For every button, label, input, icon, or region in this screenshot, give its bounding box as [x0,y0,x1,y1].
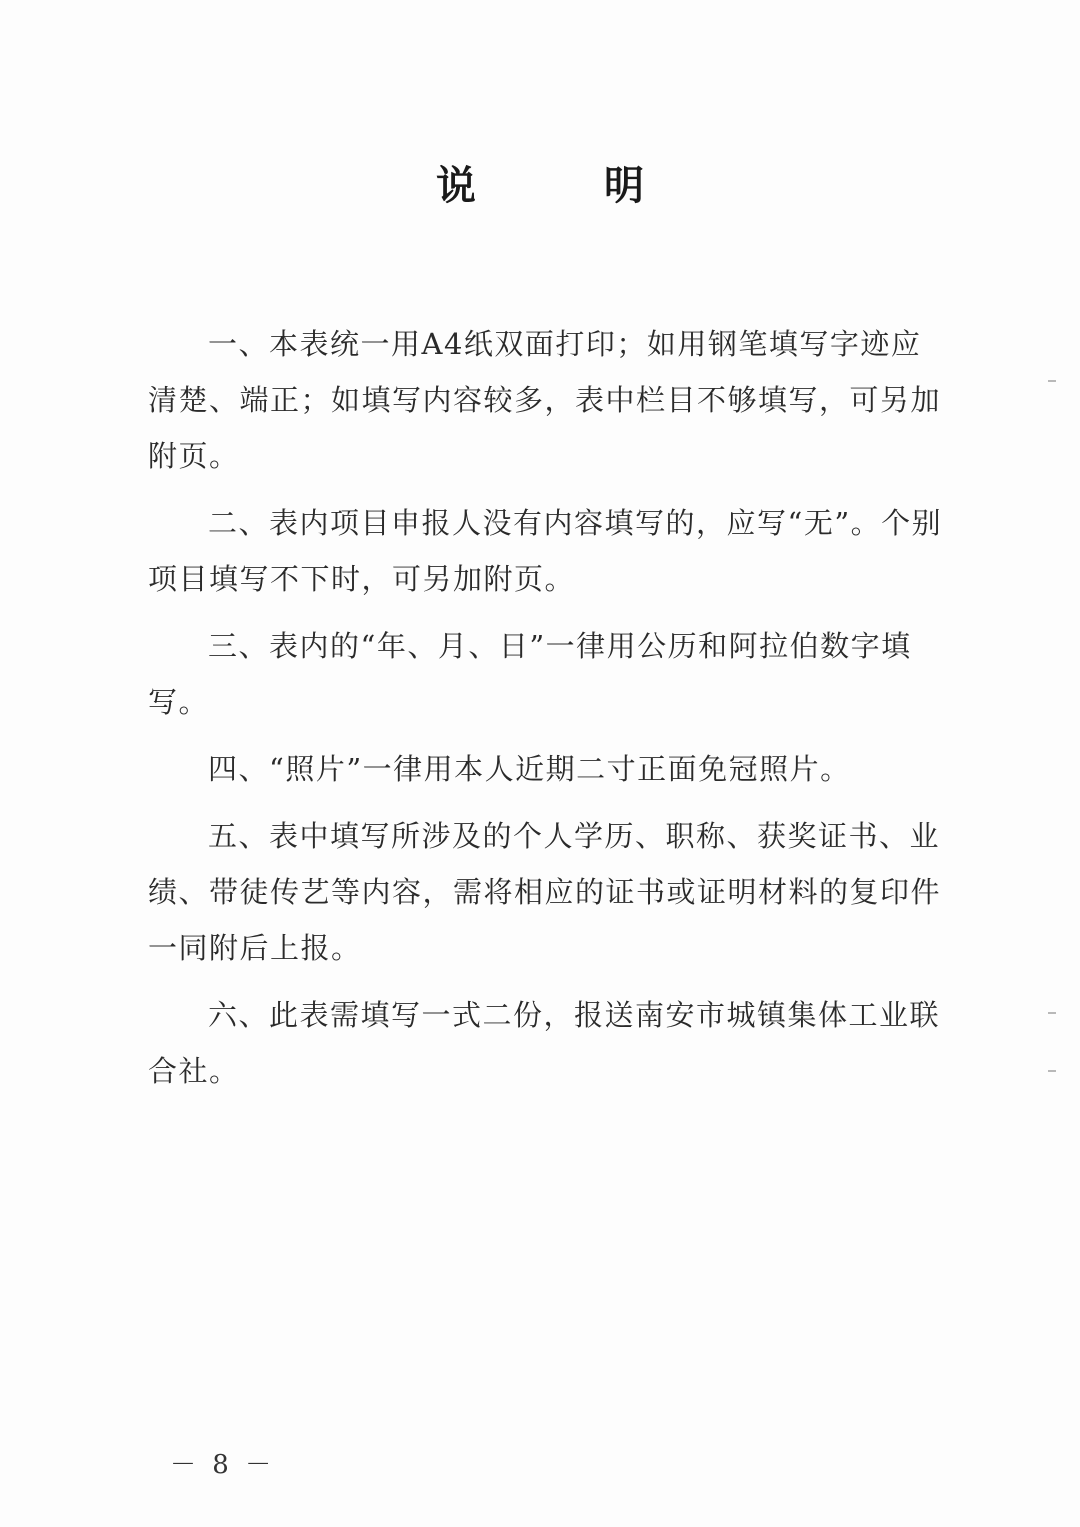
instruction-paragraph-4: 四、“照片”一律用本人近期二寸正面免冠照片。 [208,752,851,786]
instruction-paragraph-1: 一、本表统一用A4纸双面打印；如用钢笔填写字迹应清楚、端正；如填写内容较多，表中栏目不够填写，可另加附页。 [148,327,942,473]
scan-margin-mark [1048,1012,1056,1014]
scan-margin-mark [1048,1070,1056,1072]
instruction-paragraph-2: 二、表内项目申报人没有内容填写的，应写“无”。个别项目填写不下时，可另加附页。 [148,506,943,596]
instruction-paragraph-3: 三、表内的“年、月、日”一律用公历和阿拉伯数字填写。 [148,629,912,719]
page-number: － 8 － [170,1450,276,1480]
instruction-paragraph-6: 六、此表需填写一式二份，报送南安市城镇集体工业联合社。 [148,998,941,1088]
scan-margin-mark [1048,380,1056,382]
page-title: 说 明 [436,163,688,209]
instruction-paragraph-5: 五、表中填写所涉及的个人学历、职称、获奖证书、业绩、带徒传艺等内容，需将相应的证书或证明材料的复印件一同附后上报。 [148,819,942,965]
instructions-body [148,316,944,1110]
